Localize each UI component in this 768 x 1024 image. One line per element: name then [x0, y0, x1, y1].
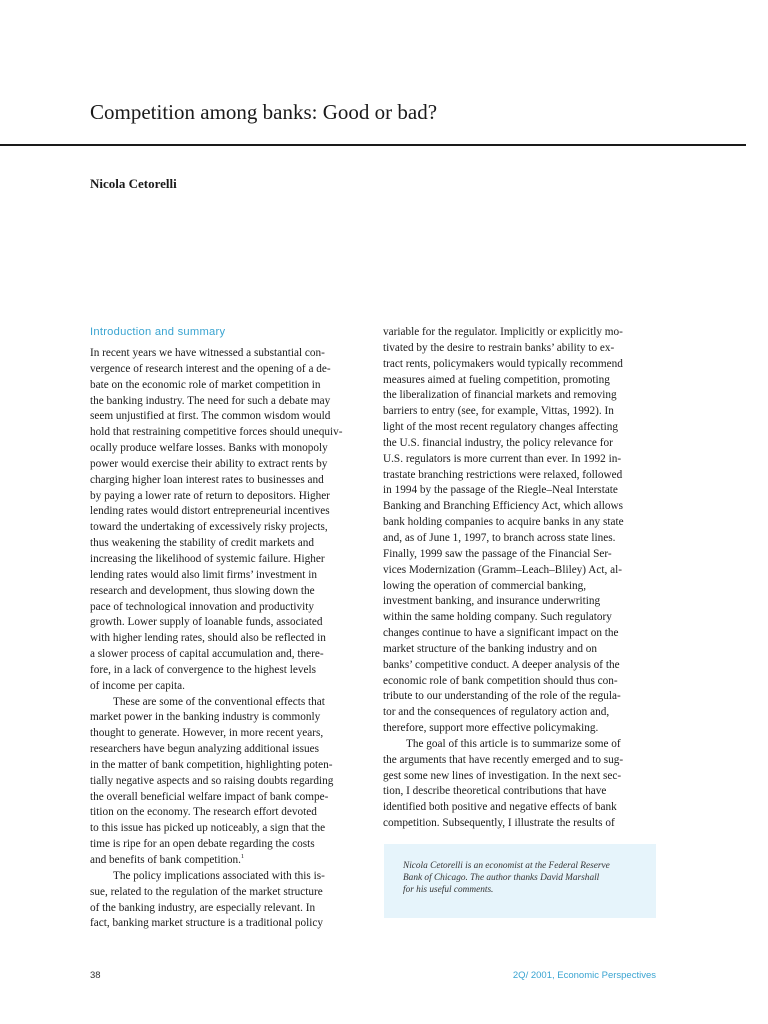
body-text-line	[383, 626, 651, 642]
body-text: Finally, 1999 saw the passage of the Financial Ser-	[383, 547, 612, 560]
body-text: tition on the economy. The research effort devoted	[90, 806, 317, 819]
body-text: banks’ competitive conduct. A deeper analysis of the	[383, 658, 620, 671]
body-text-line	[383, 800, 651, 816]
body-text-line	[90, 821, 358, 837]
body-text-line	[383, 388, 651, 404]
body-text: and, as of June 1, 1997, to branch across state lines.	[383, 531, 616, 544]
body-text: thought to generate. However, in more recent years,	[90, 727, 324, 740]
body-text: tract rents, policymakers would typically recommend	[383, 357, 623, 370]
body-text: measures aimed at fueling competition, promoting	[383, 373, 610, 386]
body-text: These are some of the conventional effects that	[113, 695, 325, 708]
body-text: of income per capita.	[90, 679, 185, 692]
body-text: research and development, thus slowing down the	[90, 584, 315, 597]
body-text: therefore, support more effective policymaking.	[383, 722, 599, 735]
body-text-line	[383, 341, 651, 357]
author-note	[403, 860, 610, 896]
body-text-line	[383, 483, 651, 499]
body-text-line	[90, 584, 358, 600]
body-text-line	[90, 869, 358, 885]
body-text: vices Modernization (Gramm–Leach–Bliley) Act, al-	[383, 563, 622, 576]
body-text-line	[90, 441, 358, 457]
body-text-line	[383, 594, 651, 610]
body-text-line	[383, 563, 651, 579]
body-text-line	[383, 420, 651, 436]
body-text: within the same holding company. Such regulatory	[383, 611, 612, 624]
body-text: the overall beneficial welfare impact of bank compe-	[90, 790, 329, 803]
body-text: investment banking, and insurance underwriting	[383, 595, 601, 608]
body-text-line	[90, 457, 358, 473]
body-text-line	[90, 774, 358, 790]
title-divider	[0, 144, 746, 146]
body-text-line	[383, 468, 651, 484]
article-title: Competition among banks: Good or bad?	[90, 100, 438, 124]
body-text-line	[90, 409, 358, 425]
body-text-line	[90, 425, 358, 441]
body-text: changes continue to have a significant impact on the	[383, 627, 619, 640]
body-text-line	[90, 631, 358, 647]
body-text: the liberalization of financial markets and removing	[383, 389, 617, 402]
body-text-line	[90, 378, 358, 394]
body-text: economic role of bank competition should thus con-	[383, 674, 618, 687]
body-text: bate on the economic role of market competition in	[90, 378, 321, 391]
body-text-line	[90, 726, 358, 742]
body-text: tially negative aspects and so raising doubts regarding	[90, 774, 334, 787]
body-text: market structure of the banking industry and on	[383, 642, 598, 655]
body-text-line	[383, 674, 651, 690]
body-text-line	[383, 357, 651, 373]
body-text: time is ripe for an open debate regarding the costs	[90, 838, 315, 851]
body-text: U.S. regulators is more current than ever. In 1992 in-	[383, 452, 622, 465]
body-text: and benefits of bank competition.	[90, 854, 241, 866]
body-text: thus weakening the stability of credit markets and	[90, 537, 315, 550]
body-text-line	[383, 452, 651, 468]
body-text-line	[383, 816, 651, 832]
body-text: bank holding companies to acquire banks in any state	[383, 516, 624, 529]
body-text: increasing the likelihood of systemic failure. Higher	[90, 552, 325, 565]
body-text: light of the most recent regulatory changes affecting	[383, 421, 619, 434]
body-text: vergence of research interest and the opening of a de-	[90, 362, 331, 375]
body-text: in 1994 by the passage of the Riegle–Neal Interstate	[383, 484, 618, 497]
body-text: barriers to entry (see, for example, Vittas, 1992). In	[383, 405, 614, 418]
body-text-line	[383, 658, 651, 674]
body-column-right	[383, 325, 651, 832]
body-text: growth. Lower supply of loanable funds, associated	[90, 616, 323, 629]
body-text-line	[90, 536, 358, 552]
body-text-line	[383, 373, 651, 389]
author-note-line: Bank of Chicago. The author thanks David Marshall	[403, 873, 600, 883]
body-text: tribute to our understanding of the role of the regula-	[383, 690, 621, 703]
body-text-line	[90, 394, 358, 410]
footnote-marker: 1	[240, 853, 245, 860]
author-name: Nicola Cetorelli	[90, 176, 177, 191]
body-text: The policy implications associated with this is-	[113, 869, 325, 882]
body-text-line	[90, 362, 358, 378]
body-text: tor and the consequences of regulatory action and,	[383, 706, 610, 719]
body-text: trastate branching restrictions were relaxed, followed	[383, 468, 623, 481]
body-text-line	[90, 600, 358, 616]
body-column-left	[90, 346, 358, 932]
body-text: lending rates would distort entrepreneurial incentives	[90, 505, 330, 518]
body-text: of the banking industry, are especially relevant. In	[90, 901, 316, 914]
body-text: ocally produce welfare losses. Banks with monopoly	[90, 442, 328, 455]
body-text: the arguments that have recently emerged and to sug-	[383, 753, 624, 766]
body-text: by paying a lower rate of return to depositors. Higher	[90, 489, 330, 502]
body-text: pace of technological innovation and productivity	[90, 600, 314, 613]
body-text-line	[383, 547, 651, 563]
body-text-line	[383, 404, 651, 420]
body-text-line	[90, 853, 358, 869]
body-text-line	[383, 436, 651, 452]
body-text-line	[90, 615, 358, 631]
body-text: competition. Subsequently, I illustrate the results of	[383, 817, 615, 830]
body-text: a slower process of capital accumulation and, there-	[90, 648, 324, 661]
body-text-line	[90, 647, 358, 663]
body-text: lending rates would also limit firms’ investment in	[90, 568, 317, 581]
body-text-line	[383, 531, 651, 547]
body-text-line	[90, 679, 358, 695]
section-heading: Introduction and summary	[90, 326, 226, 338]
body-text-line	[90, 710, 358, 726]
body-text: identified both positive and negative effects of bank	[383, 801, 617, 814]
body-text-line	[90, 504, 358, 520]
body-text-line	[90, 473, 358, 489]
body-text-line	[383, 705, 651, 721]
author-note-line: Nicola Cetorelli is an economist at the Federal Reserve	[403, 861, 610, 871]
body-text-line	[90, 568, 358, 584]
body-text-line	[90, 916, 358, 932]
body-text: toward the undertaking of excessively risky projects,	[90, 521, 328, 534]
body-text: hold that restraining competitive forces should unequiv-	[90, 426, 343, 439]
body-text: charging higher loan interest rates to businesses and	[90, 473, 324, 486]
body-text: fore, in a lack of convergence to the highest levels	[90, 663, 316, 676]
body-text: seem unjustified at first. The common wisdom would	[90, 410, 331, 423]
body-text: fact, banking market structure is a traditional policy	[90, 917, 324, 930]
page-number: 38	[90, 970, 101, 981]
author-note-line: for his useful comments.	[403, 885, 494, 895]
body-text: power would exercise their ability to extract rents by	[90, 457, 328, 470]
body-text-line	[90, 790, 358, 806]
body-text-line	[383, 499, 651, 515]
body-text-line	[383, 325, 651, 341]
body-text: researchers have begun analyzing additional issues	[90, 743, 319, 756]
body-text-line	[90, 520, 358, 536]
body-text: the U.S. financial industry, the policy relevance for	[383, 436, 613, 449]
body-text-line	[90, 885, 358, 901]
body-text-line	[90, 489, 358, 505]
body-text: with higher lending rates, should also be reflected in	[90, 632, 326, 645]
body-text: The goal of this article is to summarize some of	[406, 737, 621, 750]
body-text-line	[90, 742, 358, 758]
body-text-line	[90, 805, 358, 821]
body-text: in the matter of bank competition, highlighting poten-	[90, 758, 333, 771]
body-text: In recent years we have witnessed a substantial con-	[90, 347, 325, 359]
journal-footer: 2Q/ 2001, Economic Perspectives	[512, 970, 656, 981]
body-text: lowing the operation of commercial banking,	[383, 579, 587, 592]
body-text-line	[90, 837, 358, 853]
body-text-line	[90, 346, 358, 362]
body-text: market power in the banking industry is commonly	[90, 711, 321, 724]
body-text-line	[383, 642, 651, 658]
body-text-line	[383, 769, 651, 785]
body-text: to this issue has picked up noticeably, a sign that the	[90, 822, 326, 835]
body-text-line	[383, 737, 651, 753]
body-text-line	[383, 784, 651, 800]
body-text-line	[90, 758, 358, 774]
body-text: sue, related to the regulation of the market structure	[90, 885, 323, 898]
body-text: the banking industry. The need for such a debate may	[90, 394, 331, 407]
body-text-line	[90, 663, 358, 679]
body-text: tion, I describe theoretical contributions that have	[383, 785, 607, 798]
body-text-line	[383, 610, 651, 626]
body-text-line	[383, 721, 651, 737]
body-text-line	[383, 579, 651, 595]
body-text: Banking and Branching Efficiency Act, which allows	[383, 500, 624, 513]
body-text: gest some new lines of investigation. In the next sec-	[383, 769, 622, 782]
body-text-line	[383, 515, 651, 531]
body-text: variable for the regulator. Implicitly or explicitly mo-	[383, 326, 623, 338]
body-text-line	[90, 552, 358, 568]
body-text-line	[90, 901, 358, 917]
body-text-line	[383, 753, 651, 769]
body-text: tivated by the desire to restrain banks’ ability to ex-	[383, 341, 615, 354]
body-text-line	[90, 695, 358, 711]
body-text-line	[383, 689, 651, 705]
